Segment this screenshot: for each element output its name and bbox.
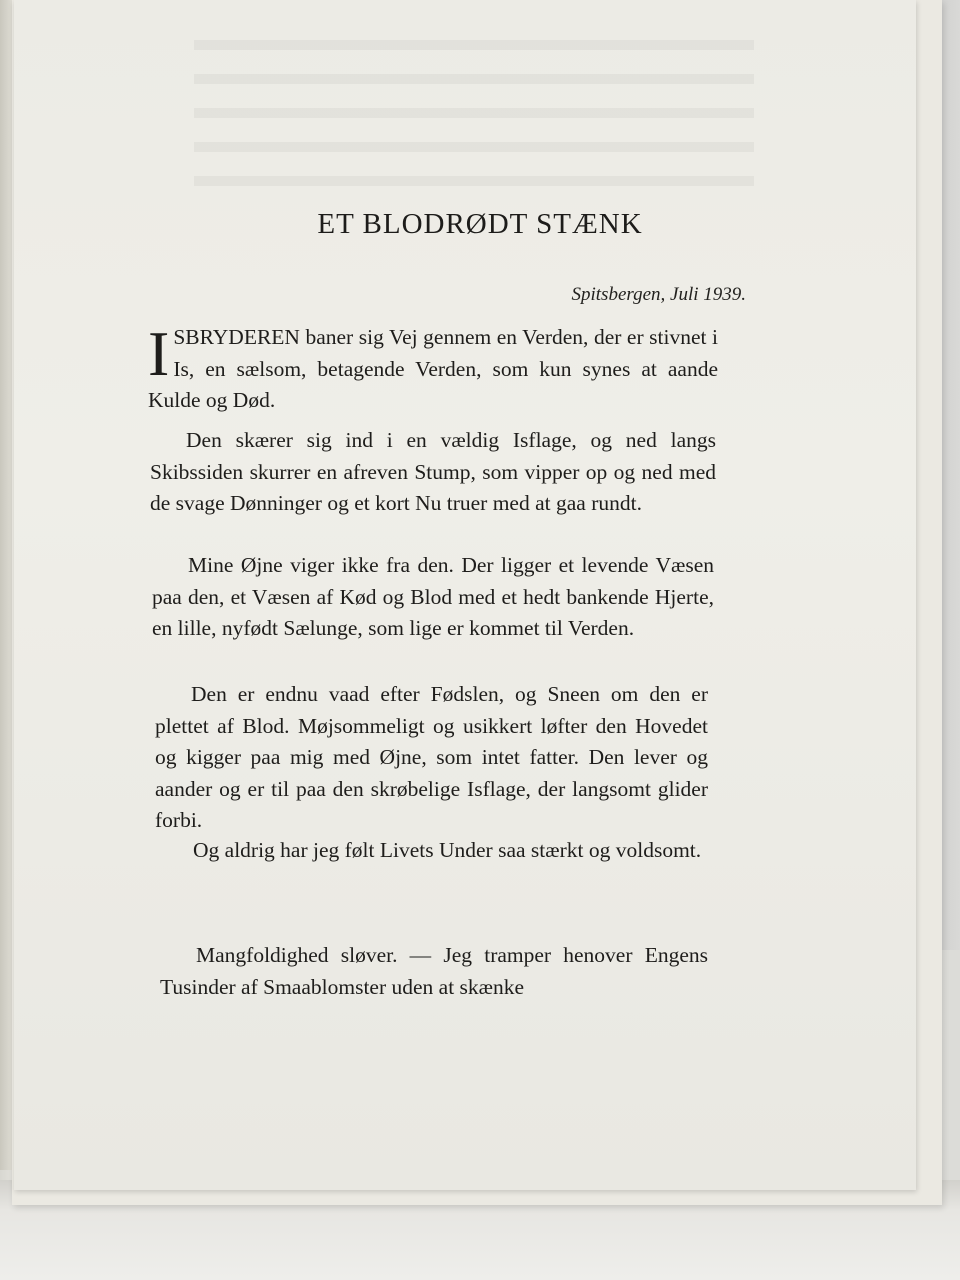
paragraph-text: SBRYDEREN baner sig Vej gennem en Verden, der er stivnet i Is, en sælsom, betagende Verden, som kun synes at aande Kulde og Død. [148, 325, 718, 412]
paragraph-4: Den er endnu vaad efter Fødslen, og Sneen om den er plettet af Blod. Møjsommeligt og usikkert løfter den Hovedet og kigger paa mig med Øjne, som intet fatter. Den lever og aander og er til paa den skrøbelige Isflage, der langsomt glider forbi. [155, 682, 708, 832]
drop-cap: I [148, 318, 170, 389]
paragraph-2: Den skærer sig ind i en vældig Isflage, og ned langs Skibssiden skurrer en afreven Stump, som vipper op og ned med de svage Dønninger og et kort Nu truer med at gaa rundt. [150, 428, 716, 515]
page-title: ET BLODRØDT STÆNK [317, 208, 643, 240]
paragraph-3: Mine Øjne viger ikke fra den. Der ligger et levende Væsen paa den, et Væsen af Kød og Blod med et hedt bankende Hjerte, en lille, nyfødt Sælunge, som lige er kommet til Verden. [152, 553, 714, 640]
paragraph-5: Og aldrig har jeg følt Livets Under saa stærkt og voldsomt. [193, 838, 702, 862]
paragraph-1 [148, 318, 718, 417]
paragraph-6: Mangfoldighed sløver. — Jeg tramper henover Engens Tusinder af Smaablomster uden at skænke [160, 943, 708, 999]
show-through-text [194, 40, 754, 200]
dateline: Spitsbergen, Juli 1939. [571, 284, 746, 305]
